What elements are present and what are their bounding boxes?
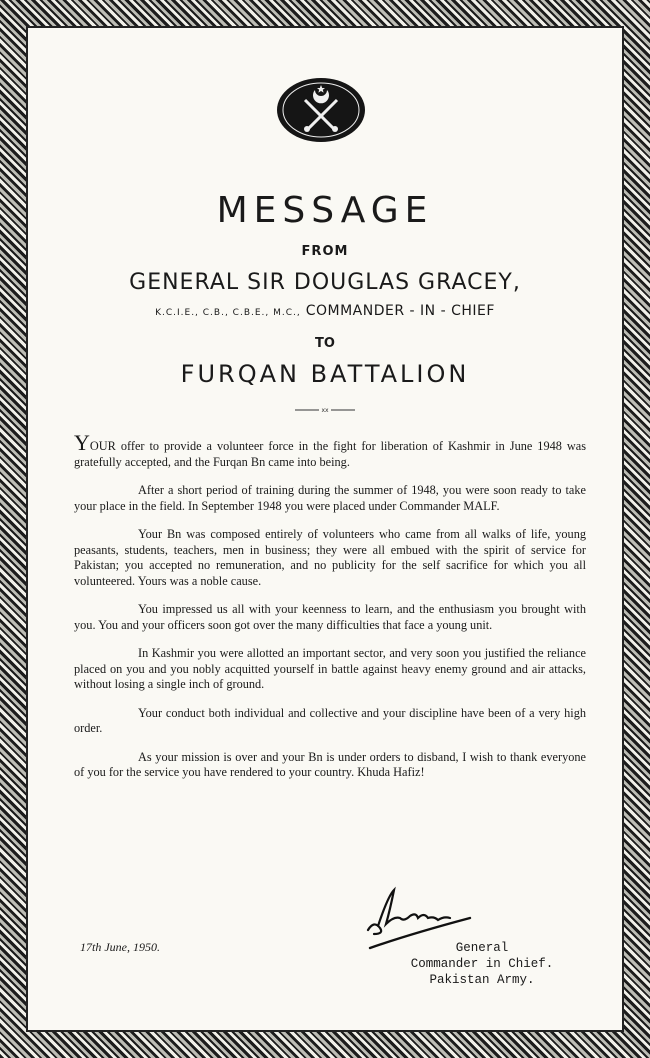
signatory-title: Commander in Chief. bbox=[410, 957, 554, 971]
message-body bbox=[74, 430, 586, 794]
ornamental-divider bbox=[295, 407, 355, 413]
paragraph-5: In Kashmir you were allotted an important sector, and very soon you justified the reliance placed on you and you nobly acquitted yourself in battle against heavy enemy ground and air attacks, without losing a single inch of ground. bbox=[74, 646, 586, 691]
sender-role: COMMANDER - IN - CHIEF bbox=[305, 303, 495, 319]
paragraph-3: Your Bn was composed entirely of volunteers who came from all walks of life, young peasants, students, teachers, men in business; they were all embued with the spirit of service for Pakistan; you accepted no remuneration, and no publicity for the self sacrifice for which you all volunteered. Yours was a noble cause. bbox=[74, 527, 586, 588]
honours-abbrev: K.C.I.E., C.B., C.B.E., M.C., bbox=[155, 308, 301, 318]
signatory-org: Pakistan Army. bbox=[429, 973, 535, 987]
crescent-star-crossed-swords-icon bbox=[275, 76, 367, 144]
sender-honours bbox=[26, 303, 624, 319]
svg-text:xx: xx bbox=[321, 407, 329, 413]
message-title: MESSAGE bbox=[216, 190, 434, 231]
drop-cap: Y bbox=[74, 430, 90, 455]
message-date: 17th June, 1950. bbox=[80, 940, 160, 954]
signatory-block bbox=[392, 940, 572, 988]
paragraph-1-text: OUR offer to provide a volunteer force in the fight for liberation of Kashmir in June 1948 was gratefully accepted, and the Furqan Bn came into being. bbox=[74, 439, 586, 469]
to-label: TO bbox=[315, 336, 335, 351]
paragraph-6: Your conduct both individual and collective and your discipline have been of a very high order. bbox=[74, 705, 586, 735]
signatory-rank: General bbox=[455, 941, 509, 955]
sender-name: GENERAL SIR DOUGLAS GRACEY, bbox=[129, 270, 521, 295]
recipient-name: FURQAN BATTALION bbox=[180, 360, 470, 388]
paragraph-2: After a short period of training during the summer of 1948, you were soon ready to take your place in the field. In September 1948 you were placed under Commander MALF. bbox=[74, 483, 586, 513]
paragraph-4: You impressed us all with your keenness to learn, and the enthusiasm you brought with you. You and your officers soon got over the many difficulties that face a young unit. bbox=[74, 602, 586, 632]
paragraph-7: As your mission is over and your Bn is under orders to disband, I wish to thank everyone of you for the service you have rendered to your country. Khuda Hafiz! bbox=[74, 749, 586, 779]
from-label: FROM bbox=[301, 244, 349, 259]
paragraph-1 bbox=[74, 430, 586, 470]
